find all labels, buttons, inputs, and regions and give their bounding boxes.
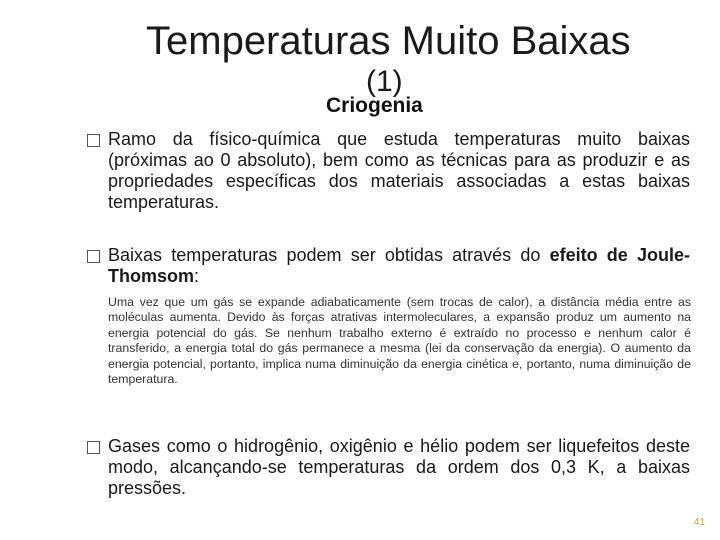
bullet-2-colon: : — [194, 266, 200, 286]
bullet-2-text: Baixas temperaturas podem ser obtidas através do — [108, 245, 550, 265]
slide-title: Temperaturas Muito Baixas — [146, 19, 631, 63]
slide-title-number: (1) — [366, 65, 403, 98]
bullet-2-bold-term: efeito de Joule-Thomsom — [108, 245, 690, 286]
bullet-square-icon — [87, 441, 100, 454]
bullet-paragraph-3: Gases como o hidrogênio, oxigênio e hélio podem ser liquefeitos deste modo, alcançando-se temperaturas da ordem dos 0,3 K, a baixas pressões. — [108, 436, 690, 498]
bullet-square-icon — [87, 134, 100, 147]
slide-subtitle: Criogenia — [326, 94, 423, 117]
bullet-paragraph-2 — [108, 245, 690, 287]
detail-paragraph: Uma vez que um gás se expande adiabaticamente (sem trocas de calor), a distância média entre as moléculas aumenta. Devido às forças atrativas intermoleculares, a expansão produz um aumento na energia potencial do gás. Se nenhum trabalho externo é extraído no processo e nenhum calor é transferido, a energia total do gás permanece a mesma (lei da conservação da energia). O aumento da energia potencial, portanto, implica numa diminuição da energia cinética e, portanto, numa diminuição de temperatura. — [108, 295, 691, 387]
bullet-paragraph-1: Ramo da físico-química que estuda temperaturas muito baixas (próximas ao 0 absoluto), bem como as técnicas para as produzir e as propriedades específicas dos materiais associadas a estas baixas temperaturas. — [108, 129, 690, 212]
page-number: 41 — [693, 517, 705, 528]
bullet-square-icon — [87, 250, 100, 263]
